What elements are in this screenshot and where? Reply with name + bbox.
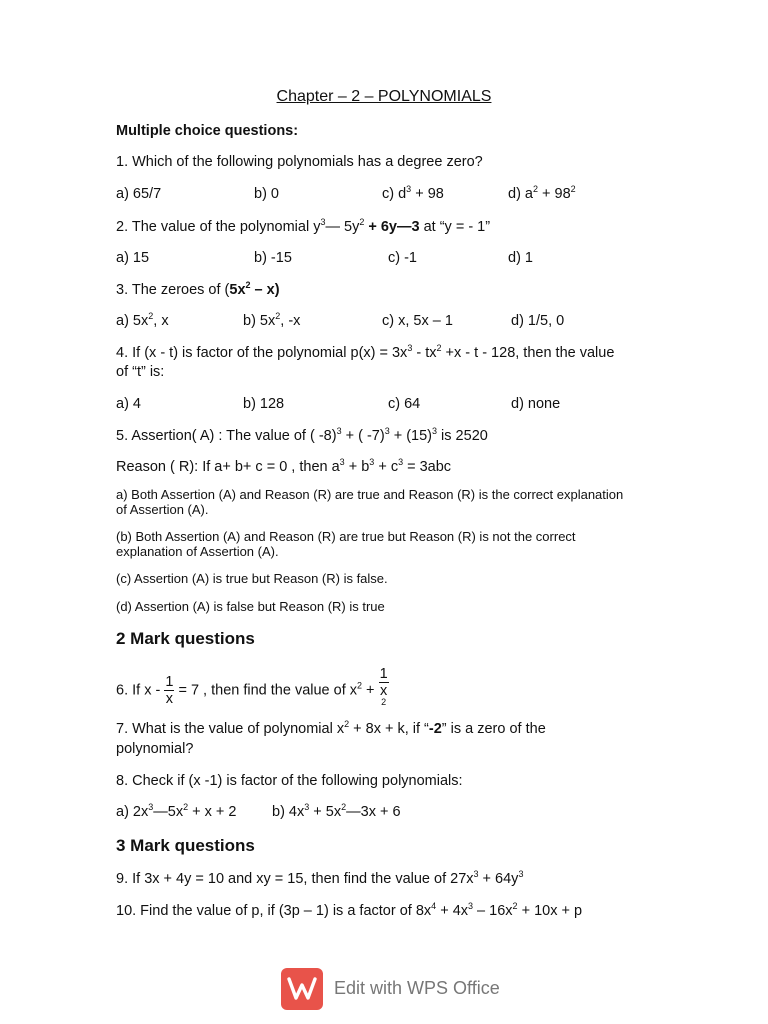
q3-option-a: a) $5x^2$, x (116, 311, 169, 329)
q2-option-a: a) 15 (116, 250, 150, 266)
q1-option-d: d) $a^2 + 98^2$ (508, 184, 576, 202)
q5-option-d: (d) Assertion (A) is false but Reason (R) is true (116, 599, 385, 614)
q1-option-b: b) 0 (254, 186, 279, 202)
page-title: Chapter – 2 – POLYNOMIALS (276, 88, 492, 105)
q4-option-a: a) 4 (116, 396, 141, 412)
question-4: 4. If (x - t) is factor of the polynomial $p(x) = 3x^3 - tx^2 +x - t - 128$, then the value (116, 343, 615, 361)
three-mark-heading: 3 Mark questions (116, 836, 255, 855)
fraction-1-over-x-squared: 1 x $^2$ (379, 666, 388, 707)
question-4-line2: of “t” is: (116, 364, 165, 380)
q5-option-b: (b) Both Assertion (A) and Reason (R) are true but Reason (R) is not the correct explanation of Assertion (A). (116, 529, 576, 559)
wps-brand-text: Edit with WPS Office (334, 978, 500, 998)
q1-option-c: c) $d^3 + 98$ (382, 184, 444, 202)
question-5-assertion: 5. Assertion( A) : The value of ( -8)$^3$ + ( $-7)^3 + (15)^3$ is 2520 (116, 426, 488, 444)
question-3: 3. The zeroes of $(5x^2 - x)$ (116, 280, 280, 298)
q1-option-a: a) 65/7 (116, 186, 162, 202)
question-2: 2. The value of the polynomial $y^3—$ $5y^2$ + 6y—3 at “y = - 1” (116, 217, 491, 235)
question-1: 1. Which of the following polynomials has a degree zero? (116, 154, 483, 170)
q8-part-b: b) $4x^3$ + $5x^2—3x + 6$ (272, 802, 401, 820)
q3-option-d: d) 1/5, 0 (511, 313, 565, 329)
q4-option-c: c) 64 (388, 396, 421, 412)
q2-option-d: d) 1 (508, 250, 533, 266)
wps-logo-icon (281, 968, 323, 1010)
question-5-reason: Reason ( R): If a+ b+ c = 0 , then $a^3 + b^3 + c^3 = 3abc$ (116, 457, 452, 475)
mcq-heading: Multiple choice questions: (116, 123, 299, 139)
question-9: 9. If 3x + 4y = 10 and xy = 15, then find the value of $27x^3 + 64y^3$ (116, 869, 524, 887)
q4-option-b: b) 128 (243, 396, 285, 412)
question-7: 7. What is the value of polynomial $x^2 + 8x + k$, if “-2” is a zero of the (116, 719, 546, 737)
q2-option-b: b) -15 (254, 250, 292, 266)
q4-option-d: d) none (511, 396, 561, 412)
question-7-line2: polynomial? (116, 741, 194, 757)
q2-option-c: c) -1 (388, 250, 417, 266)
q3-option-b: b) $5x^2$, -x (243, 311, 301, 329)
fraction-1-over-x: $\frac{1}{x}$ (165, 674, 174, 707)
q3-option-c: c) x, 5x – 1 (382, 313, 453, 329)
question-10: 10. Find the value of p, if (3p – 1) is a factor of $8x^4 + 4x^3 - 16x^2 + 10x + p$ (116, 901, 583, 919)
question-6: 6. If x - $\frac{1}{x}$ = 7 , then find the value of $x^2$ + 1 x $^2$ (116, 666, 389, 715)
question-8: 8. Check if (x -1) is factor of the following polynomials: (116, 773, 463, 789)
q5-option-c: (c) Assertion (A) is true but Reason (R) is false. (116, 571, 388, 586)
two-mark-heading: 2 Mark questions (116, 629, 255, 648)
q8-part-a: a) $2x^3—5x^2 + x + 2$ (116, 802, 237, 820)
q5-option-a: a) Both Assertion (A) and Reason (R) are true and Reason (R) is the correct explanation of Assertion (A). (116, 487, 624, 517)
